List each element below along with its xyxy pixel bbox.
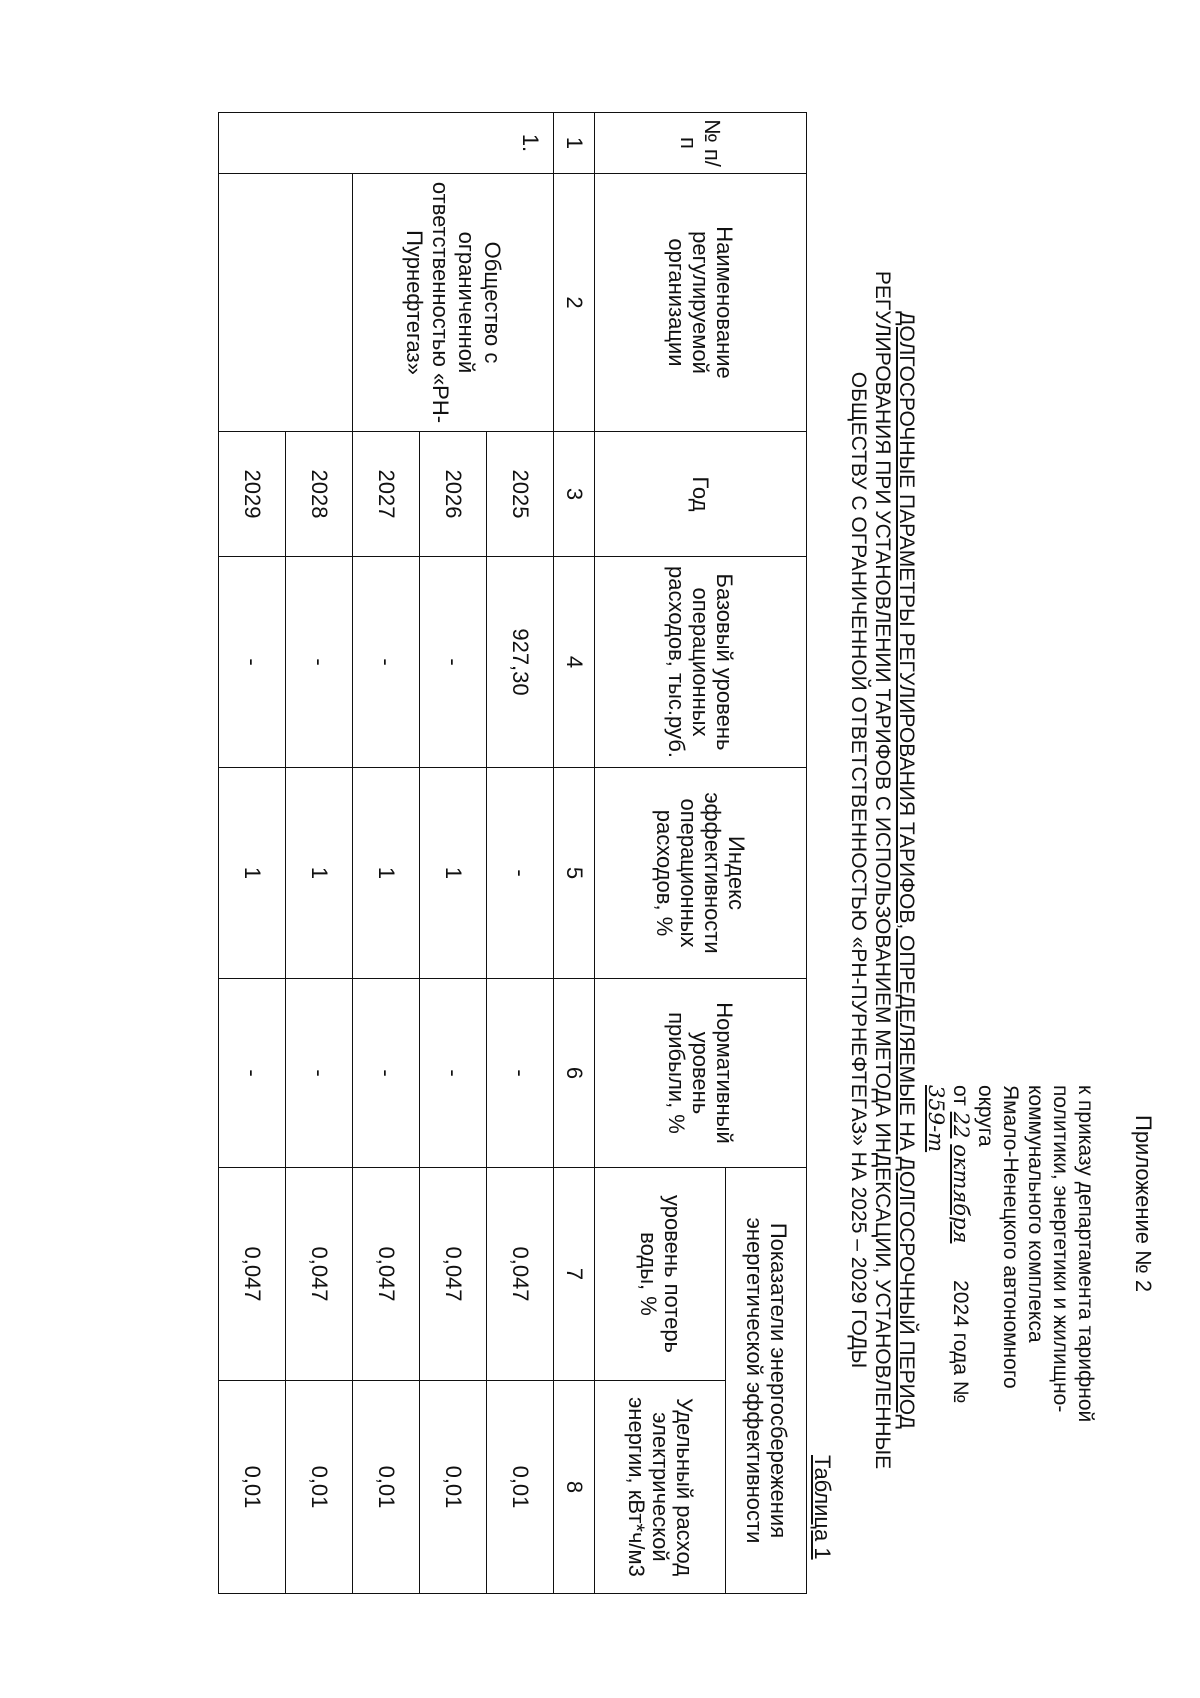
handwritten-day: 22 xyxy=(949,1111,973,1139)
table-label: Таблица 1 xyxy=(810,1455,835,1560)
appendix-title: Приложение № 2 xyxy=(1131,1115,1156,1293)
cell-index: 1 xyxy=(353,768,420,979)
cell-base: - xyxy=(219,557,286,768)
cell-water: 0,047 xyxy=(420,1168,487,1381)
cell-elec: 0,01 xyxy=(487,1381,554,1594)
organization-name: Общество с ограниченной ответственностью «РН-Пурнефтегаз» xyxy=(353,174,554,432)
table-row xyxy=(286,113,353,1594)
cell-water: 0,047 xyxy=(487,1168,554,1381)
title-line: ДОЛГОСРОЧНЫЕ ПАРАМЕТРЫ РЕГУЛИРОВАНИЯ ТАРИФОВ, ОПРЕДЕЛЯЕМЫЕ НА ДОЛГОСРОЧНЫЙ ПЕРИОД xyxy=(895,311,918,1429)
appendix-line: к приказу департамента тарифной xyxy=(1074,1085,1097,1423)
col-number: 2 xyxy=(554,174,595,432)
header-electricity: Удельный расход электрической энергии, кВт*ч/м3 xyxy=(595,1381,726,1594)
parameters-table xyxy=(218,112,807,1594)
cell-base: - xyxy=(420,557,487,768)
header-row xyxy=(726,113,807,1594)
cell-water: 0,047 xyxy=(353,1168,420,1381)
cell-year: 2026 xyxy=(420,432,487,557)
col-number: 8 xyxy=(554,1381,595,1594)
cell-profit: - xyxy=(353,979,420,1168)
cell-base: - xyxy=(286,557,353,768)
cell-index: 1 xyxy=(420,768,487,979)
col-number: 7 xyxy=(554,1168,595,1381)
appendix-block xyxy=(923,1085,1156,1445)
document-title xyxy=(846,180,918,1560)
cell-index: 1 xyxy=(286,768,353,979)
organization-empty xyxy=(219,174,353,432)
col-number: 3 xyxy=(554,432,595,557)
cell-profit: - xyxy=(219,979,286,1168)
appendix-date: от 22 октября 2024 года № 359-т xyxy=(924,1085,973,1404)
header-water-loss: уровень потерь воды, % xyxy=(595,1168,726,1381)
header-year: Год xyxy=(595,432,807,557)
handwritten-order-number: 359-т xyxy=(924,1085,948,1153)
cell-year: 2025 xyxy=(487,432,554,557)
header-energy-group: Показатели энергосбережения энергетической эффективности xyxy=(726,1168,807,1594)
cell-water: 0,047 xyxy=(219,1168,286,1381)
cell-elec: 0,01 xyxy=(219,1381,286,1594)
cell-elec: 0,01 xyxy=(286,1381,353,1594)
title-line: РЕГУЛИРОВАНИЯ ПРИ УСТАНОВЛЕНИИ ТАРИФОВ С ИСПОЛЬЗОВАНИЕМ МЕТОДА ИНДЕКСАЦИИ, УСТАНОВЛЕННЫЕ xyxy=(871,270,894,1470)
title-line: ОБЩЕСТВУ С ОГРАНИЧЕННОЙ ОТВЕТСТВЕННОСТЬЮ «РН-ПУРНЕФТЕГАЗ» НА 2025 – 2029 ГОДЫ xyxy=(847,371,870,1369)
appendix-line: Ямало-Ненецкого автономного округа xyxy=(974,1085,1022,1389)
cell-base: 927,30 xyxy=(487,557,554,768)
cell-profit: - xyxy=(286,979,353,1168)
cell-profit: - xyxy=(420,979,487,1168)
appendix-line: коммунального комплекса xyxy=(1024,1085,1047,1343)
header-index: Индекс эффективности операционных расходов, % xyxy=(595,768,807,979)
appendix-line: политики, энергетики и жилищно- xyxy=(1049,1085,1072,1413)
column-number-row xyxy=(554,113,595,1594)
cell-year: 2027 xyxy=(353,432,420,557)
handwritten-month: октября xyxy=(949,1144,973,1244)
col-number: 1 xyxy=(554,113,595,174)
col-number: 6 xyxy=(554,979,595,1168)
header-profit: Нормативный уровень прибыли, % xyxy=(595,979,807,1168)
row-number: 1. xyxy=(219,113,554,174)
header-base: Базовый уровень операционных расходов, тыс.руб. xyxy=(595,557,807,768)
header-num: № п/п xyxy=(595,113,807,174)
cell-elec: 0,01 xyxy=(353,1381,420,1594)
cell-profit: - xyxy=(487,979,554,1168)
cell-year: 2028 xyxy=(286,432,353,557)
col-number: 5 xyxy=(554,768,595,979)
cell-elec: 0,01 xyxy=(420,1381,487,1594)
col-number: 4 xyxy=(554,557,595,768)
cell-water: 0,047 xyxy=(286,1168,353,1381)
cell-year: 2029 xyxy=(219,432,286,557)
cell-base: - xyxy=(353,557,420,768)
cell-index: 1 xyxy=(219,768,286,979)
header-name: Наименование регулируемой организации xyxy=(595,174,807,432)
cell-index: - xyxy=(487,768,554,979)
table-row xyxy=(487,113,554,1594)
